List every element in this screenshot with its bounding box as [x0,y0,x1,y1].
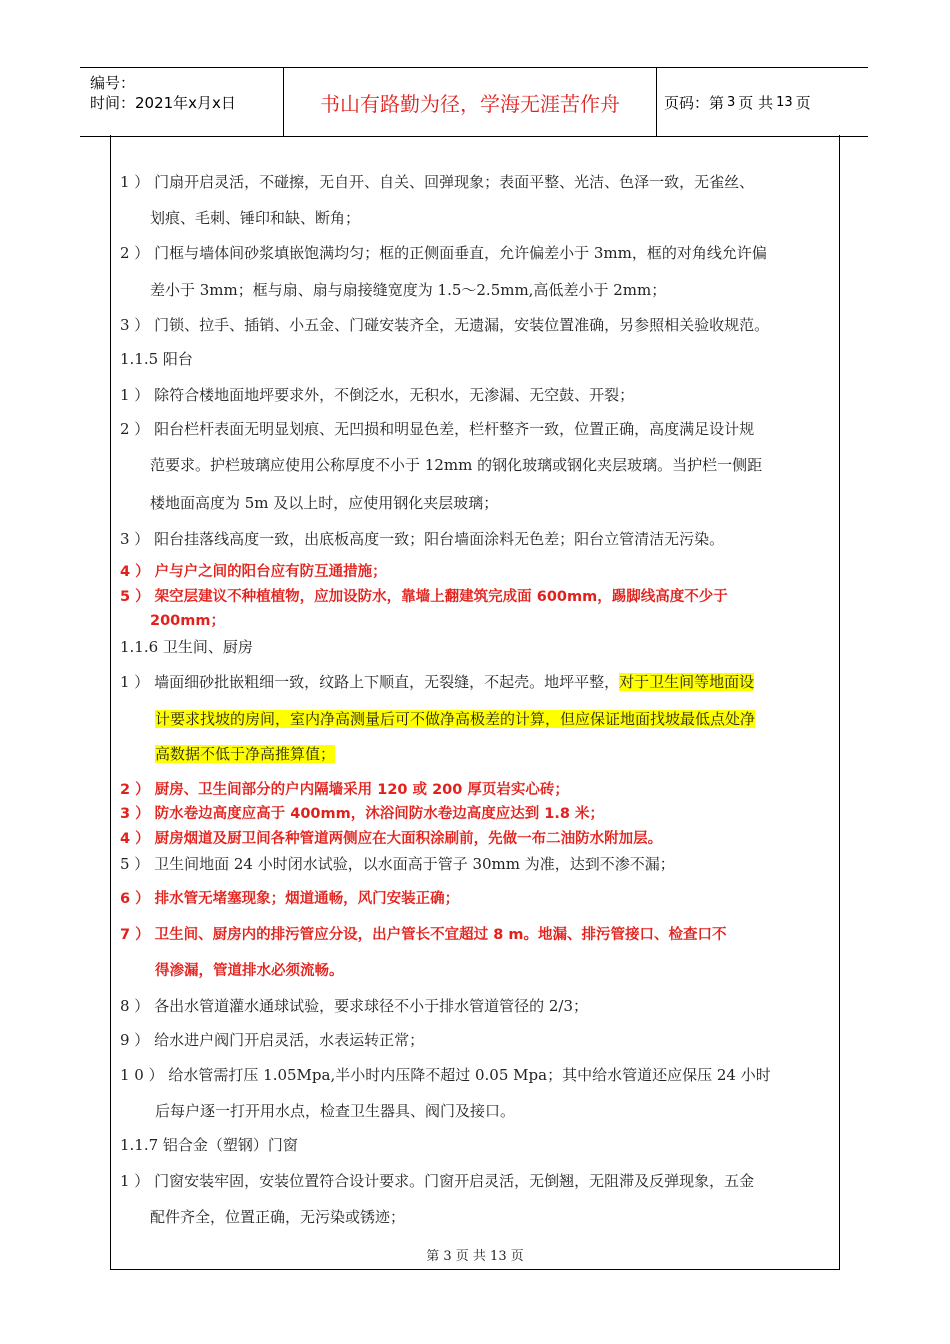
header-table [80,67,868,137]
text-line: 1 0 ） 给水管需打压 1.05Mpa,半小时内压降不超过 0.05 Mpa；其中给水管道还应保压 24 小时 [120,1066,771,1084]
text-line: 范要求。护栏玻璃应使用公称厚度不小于 12mm 的钢化玻璃或钢化夹层玻璃。当护栏一侧距 [150,456,763,474]
page-suffix: 页 [795,93,811,112]
header-meta [80,68,284,136]
text-line [120,672,754,692]
text-line: 3 ） 门锁、拉手、插销、小五金、门碰安装齐全，无遗漏，安装位置准确，另参照相关验收规范。 [120,316,770,334]
text-line: 2 ） 阳台栏杆表面无明显划痕、无凹损和明显色差，栏杆整齐一致，位置正确，高度满足设计规 [120,420,755,438]
text-line [155,709,755,729]
document-time-label: 时间：2021年x月x日 [90,94,236,112]
text-line: 9 ） 给水进户阀门开启灵活，水表运转正常； [120,1031,425,1049]
highlighted-text: 计要求找坡的房间，室内净高测量后可不做净高极差的计算，但应保证地面找坡最低点处净 [155,710,756,728]
emphasis-line: 7 ） 卫生间、厨房内的排污管应分设，出户管长不宜超过 8 m。地漏、排污管接口、检查口不 [120,927,727,943]
highlighted-text: 高数据不低于净高推算值； [155,745,336,763]
text-line: 1 ） 门扇开启灵活，不碰擦，无自开、自关、回弹现象；表面平整、光洁、色泽一致，无雀丝、 [120,173,755,191]
text-segment: 1 ） 墙面细砂批嵌粗细一致，纹路上下顺直，无裂缝，不起壳。地坪平整， [120,673,620,691]
document-number-label: 编号： [90,74,136,92]
emphasis-line: 5 ） 架空层建议不种植植物，应加设防水，靠墙上翻建筑完成面 600mm，踢脚线高度不少于 [120,589,728,605]
section-heading: 1.1.7 铝合金（塑钢）门窗 [120,1136,298,1154]
text-line: 2 ） 门框与墙体间砂浆填嵌饱满均匀；框的正侧面垂直，允许偏差小于 3mm，框的对角线允许偏 [120,244,767,262]
text-line: 楼地面高度为 5m 及以上时，应使用钢化夹层玻璃； [150,494,499,512]
text-line: 1 ） 门窗安装牢固，安装位置符合设计要求。门窗开启灵活，无倒翘，无阻滞及反弹现象，五金 [120,1172,755,1190]
emphasis-line: 4 ） 厨房烟道及厨卫间各种管道两侧应在大面积涂刷前，先做一布二油防水附加层。 [120,831,663,847]
text-line: 差小于 3mm；框与扇、扇与扇接缝宽度为 1.5～2.5mm,高低差小于 2mm； [150,281,667,299]
text-line: 8 ） 各出水管道灌水通球试验，要求球径不小于排水管道管径的 2/3； [120,997,588,1015]
text-line: 后每户逐一打开用水点，检查卫生器具、阀门及接口。 [155,1102,516,1120]
emphasis-line: 得渗漏，管道排水必须流畅。 [155,963,344,979]
emphasis-line: 3 ） 防水卷边高度应高于 400mm，沐浴间防水卷边高度应达到 1.8 米； [120,806,604,822]
text-line: 3 ） 阳台挂落线高度一致，出底板高度一致；阳台墙面涂料无色差；阳台立管清洁无污染。 [120,530,725,548]
page-total: 13 [776,94,793,110]
highlighted-text: 对于卫生间等地面设 [619,673,755,691]
page-prefix: 页码：第 [664,93,725,112]
section-heading: 1.1.6 卫生间、厨房 [120,638,253,656]
emphasis-line: 2 ） 厨房、卫生间部分的户内隔墙采用 120 或 200 厚页岩实心砖； [120,782,569,798]
content-frame [110,135,840,1270]
header-motto: 书山有路勤为径，学海无涯苦作舟 [284,68,657,136]
text-line: 配件齐全，位置正确，无污染或锈迹； [150,1208,406,1226]
emphasis-line: 4 ） 户与户之间的阳台应有防互通措施； [120,564,387,580]
emphasis-line: 200mm； [150,613,225,629]
text-line: 划痕、毛刺、锤印和缺、断角； [150,209,361,227]
header-page-info [664,68,844,136]
text-line: 5 ） 卫生间地面 24 小时闭水试验，以水面高于管子 30mm 为准，达到不渗不漏； [120,855,675,873]
page-footer: 第 3 页 共 13 页 [426,1249,524,1264]
emphasis-line: 6 ） 排水管无堵塞现象；烟道通畅，风门安装正确； [120,891,460,907]
text-line [155,744,335,764]
page-mid: 页 共 [738,93,774,112]
section-heading: 1.1.5 阳台 [120,350,193,368]
page-number: 3 [727,94,736,110]
text-line: 1 ） 除符合楼地面地坪要求外，不倒泛水，无积水，无渗漏、无空鼓、开裂； [120,386,635,404]
